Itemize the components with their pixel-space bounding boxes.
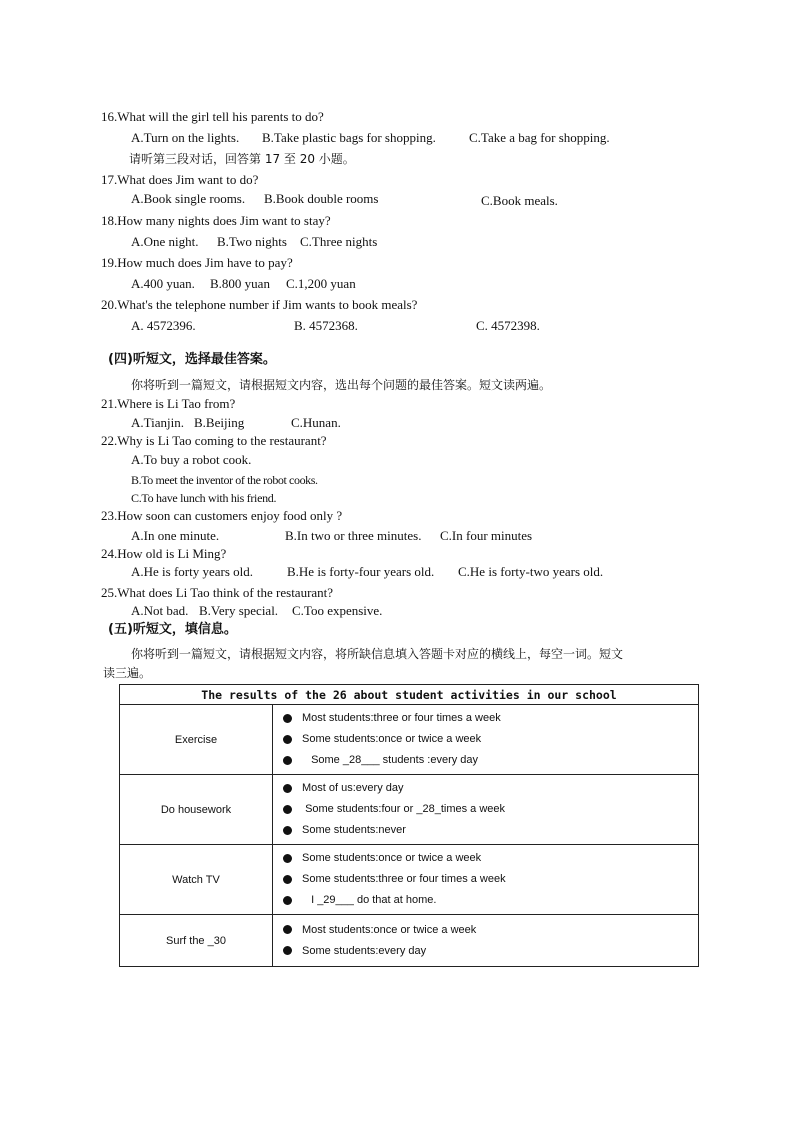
q19-option-a: A.400 yuan. (131, 276, 195, 291)
q17-option-c: C.Book meals. (481, 193, 558, 208)
q24-stem: 24.How old is Li Ming? (101, 546, 227, 561)
bullet-icon (283, 896, 292, 905)
q17-stem: 17.What does Jim want to do? (101, 172, 259, 187)
list-item-post: do that at home. (353, 894, 437, 906)
q24-option-b: B.He is forty-four years old. (287, 564, 435, 579)
q20-option-c: C. 4572398. (476, 318, 540, 333)
section4-instruction: 你将听到一篇短文，请根据短文内容，选出每个问题的最佳答案。短文读两遍。 (131, 378, 552, 392)
q16-stem: 16.What will the girl tell his parents to do? (101, 109, 324, 124)
activity-exercise: Exercise (120, 705, 273, 775)
list-item-pre: I (311, 894, 318, 906)
table-row-tv (120, 845, 699, 915)
q22-option-b: B.To meet the inventor of the robot cooks. (131, 473, 318, 487)
bullet-icon (283, 784, 292, 793)
q25-option-c: C.Too expensive. (292, 603, 383, 618)
bullet-icon (283, 805, 292, 814)
section5-title: (五)听短文，填信息。 (108, 622, 237, 637)
q21-option-a: A.Tianjin. (131, 415, 184, 430)
list-item: Most of us:every day (302, 782, 404, 794)
q19-option-c: C.1,200 yuan (286, 276, 356, 291)
bullet-icon (283, 826, 292, 835)
q19-stem: 19.How much does Jim have to pay? (101, 255, 293, 270)
q20-option-b: B. 4572368. (294, 318, 358, 333)
section4-title: (四)听短文，选择最佳答案。 (108, 352, 276, 367)
q22-option-a: A.To buy a robot cook. (131, 452, 252, 467)
section5-instruction-line2: 读三遍。 (103, 666, 152, 680)
q18-option-b: B.Two nights (217, 234, 287, 249)
table-row-housework (120, 775, 699, 845)
list-item: Most students:three or four times a week (302, 712, 501, 724)
table-header: The results of the 26 about student activities in our school (120, 685, 699, 705)
answer-blank-28[interactable]: _28_ (416, 803, 441, 815)
results-table (119, 684, 699, 967)
q25-option-b: B.Very special. (199, 603, 279, 618)
section5-instruction-line1: 你将听到一篇短文，请根据短文内容，将所缺信息填入答题卡对应的横线上，每空一词。短文 (131, 647, 624, 661)
table-row-exercise (120, 705, 699, 775)
activity-surf: Surf the (166, 934, 208, 947)
instruction-part3: 请听第三段对话，回答第 17 至 20 小题。 (129, 152, 355, 166)
q23-option-a: A.In one minute. (131, 528, 220, 543)
list-item: Most students:once or twice a week (302, 923, 477, 936)
q25-option-a: A.Not bad. (131, 603, 189, 618)
q18-option-c: C.Three nights (300, 234, 378, 249)
q17-option-b: B.Book double rooms (264, 191, 379, 206)
list-item: Some students:never (302, 824, 406, 836)
q16-option-b: B.Take plastic bags for shopping. (262, 130, 436, 145)
q16-option-c: C.Take a bag for shopping. (469, 130, 610, 145)
q24-option-c: C.He is forty-two years old. (458, 564, 604, 579)
q24-option-a: A.He is forty years old. (131, 564, 254, 579)
q18-stem: 18.How many nights does Jim want to stay? (101, 213, 331, 228)
bullet-icon (283, 946, 292, 955)
q23-option-c: C.In four minutes (440, 528, 533, 543)
q22-stem: 22.Why is Li Tao coming to the restaurant? (101, 433, 327, 448)
q17-option-a: A.Book single rooms. (131, 191, 246, 206)
list-item: Some students:once or twice a week (302, 733, 482, 745)
bullet-icon (283, 875, 292, 884)
answer-blank-30[interactable]: _30 (207, 934, 226, 947)
bullet-icon (283, 756, 292, 765)
q20-option-a: A. 4572396. (131, 318, 196, 333)
bullet-icon (283, 714, 292, 723)
q16-option-a: A.Turn on the lights. (131, 130, 240, 145)
q20-stem: 20.What's the telephone number if Jim wants to book meals? (101, 297, 418, 312)
list-item: Some students:every day (302, 944, 427, 957)
q19-option-b: B.800 yuan (210, 276, 270, 291)
q23-option-b: B.In two or three minutes. (285, 528, 422, 543)
q21-option-b: B.Beijing (194, 415, 245, 430)
bullet-icon (283, 854, 292, 863)
list-item-post: students :every day (382, 754, 479, 766)
bullet-icon (283, 735, 292, 744)
table-row-surf (120, 915, 699, 967)
q18-option-a: A.One night. (131, 234, 199, 249)
q21-stem: 21.Where is Li Tao from? (101, 396, 236, 411)
bullet-icon (283, 925, 292, 934)
list-item-pre: Some students:four or (305, 803, 417, 815)
activity-housework: Do housework (120, 775, 273, 845)
answer-blank-28[interactable]: _28___ (342, 754, 380, 766)
list-item: Some students:three or four times a week (302, 873, 506, 885)
answer-blank-29[interactable]: _29___ (317, 894, 354, 906)
q22-option-c: C.To have lunch with his friend. (131, 491, 277, 505)
q25-stem: 25.What does Li Tao think of the restaurant? (101, 585, 334, 600)
activity-watch-tv: Watch TV (120, 845, 273, 915)
q23-stem: 23.How soon can customers enjoy food only ? (101, 508, 343, 523)
list-item-post: times a week (440, 803, 506, 815)
list-item: Some students:once or twice a week (302, 852, 482, 864)
list-item-pre: Some (311, 754, 343, 766)
q21-option-c: C.Hunan. (291, 415, 341, 430)
